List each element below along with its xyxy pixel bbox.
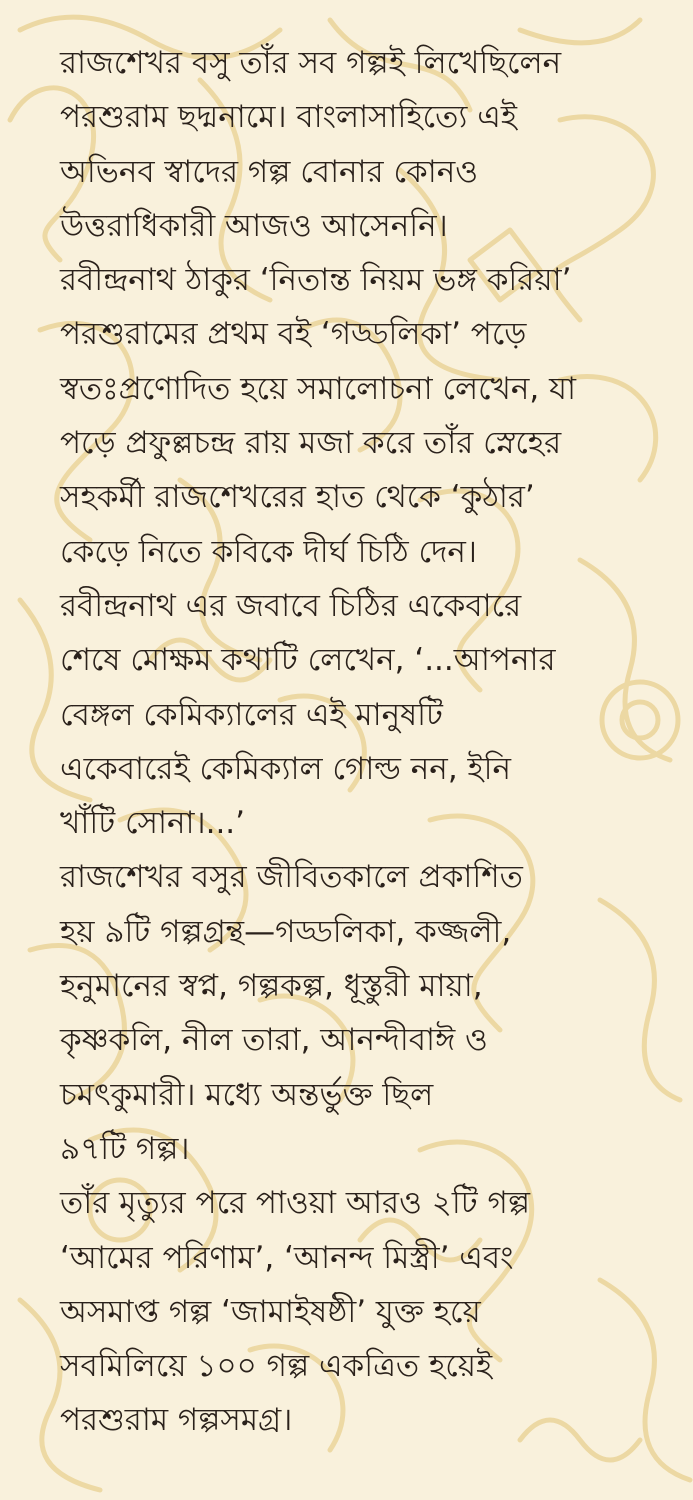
text-line: সহকর্মী রাজশেখরের হাত থেকে ‘কুঠার’ [60, 479, 535, 516]
text-line: স্বতঃপ্রণোদিত হয়ে সমালোচনা লেখেন, যা [60, 370, 576, 407]
text-line: অসমাপ্ত গল্প ‘জামাইষষ্ঠী’ যুক্ত হয়ে [60, 1293, 481, 1330]
article-text [60, 36, 680, 1448]
text-line: ৯৭টি গল্প। [60, 1130, 190, 1167]
paragraph-3 [60, 579, 680, 850]
text-line: বেঙ্গল কেমিক্যালের এই মানুষটি [60, 696, 443, 733]
text-line: তাঁর মৃত্যুর পরে পাওয়া আরও ২টি গল্প [60, 1185, 530, 1222]
text-line: একেবারেই কেমিক্যাল গোল্ড নন, ইনি [60, 750, 512, 787]
text-line: পরশুরাম গল্পসমগ্র। [60, 1402, 293, 1439]
text-line: হয় ৯টি গল্পগ্রন্থ—গড্ডলিকা, কজ্জলী, [60, 913, 512, 950]
text-line: উত্তরাধিকারী আজও আসেননি। [60, 207, 448, 244]
text-line: কৃষ্ণকলি, নীল তারা, আনন্দীবাঈ ও [60, 1022, 488, 1059]
text-line: ‘আমের পরিণাম’, ‘আনন্দ মিস্ত্রী’ এবং [60, 1239, 514, 1276]
text-line: অভিনব স্বাদের গল্প বোনার কোনও [60, 153, 479, 190]
paragraph-4 [60, 850, 680, 1176]
text-line: পরশুরামের প্রথম বই ‘গড্ডলিকা’ পড়ে [60, 316, 527, 353]
text-line: চমৎকুমারী। মধ্যে অন্তর্ভুক্ত ছিল [60, 1076, 434, 1113]
paragraph-5 [60, 1176, 680, 1447]
text-line: হনুমানের স্বপ্ন, গল্পকল্প, ধূস্তুরী মায়া, [60, 968, 483, 1005]
text-line: খাঁটি সোনা।...’ [60, 805, 246, 842]
text-line: শেষে মোক্ষম কথাটি লেখেন, ‘...আপনার [60, 642, 556, 679]
text-line: পড়ে প্রফুল্লচন্দ্র রায় মজা করে তাঁর স্নেহের [60, 425, 562, 462]
text-line: রবীন্দ্রনাথ এর জবাবে চিঠির একেবারে [60, 587, 522, 624]
text-line: রাজশেখর বসুর জীবিতকালে প্রকাশিত [60, 859, 523, 896]
text-line: কেড়ে নিতে কবিকে দীর্ঘ চিঠি দেন। [60, 533, 477, 570]
text-line: রবীন্দ্রনাথ ঠাকুর ‘নিতান্ত নিয়ম ভঙ্গ করিয়া’ [60, 262, 572, 299]
paragraph-2 [60, 253, 680, 579]
text-line: পরশুরাম ছদ্মনামে। বাংলাসাহিত্যে এই [60, 99, 517, 136]
paragraph-1 [60, 36, 680, 253]
text-line: রাজশেখর বসু তাঁর সব গল্পই লিখেছিলেন [60, 45, 562, 81]
text-line: সবমিলিয়ে ১০০ গল্প একত্রিত হয়েই [60, 1348, 493, 1385]
